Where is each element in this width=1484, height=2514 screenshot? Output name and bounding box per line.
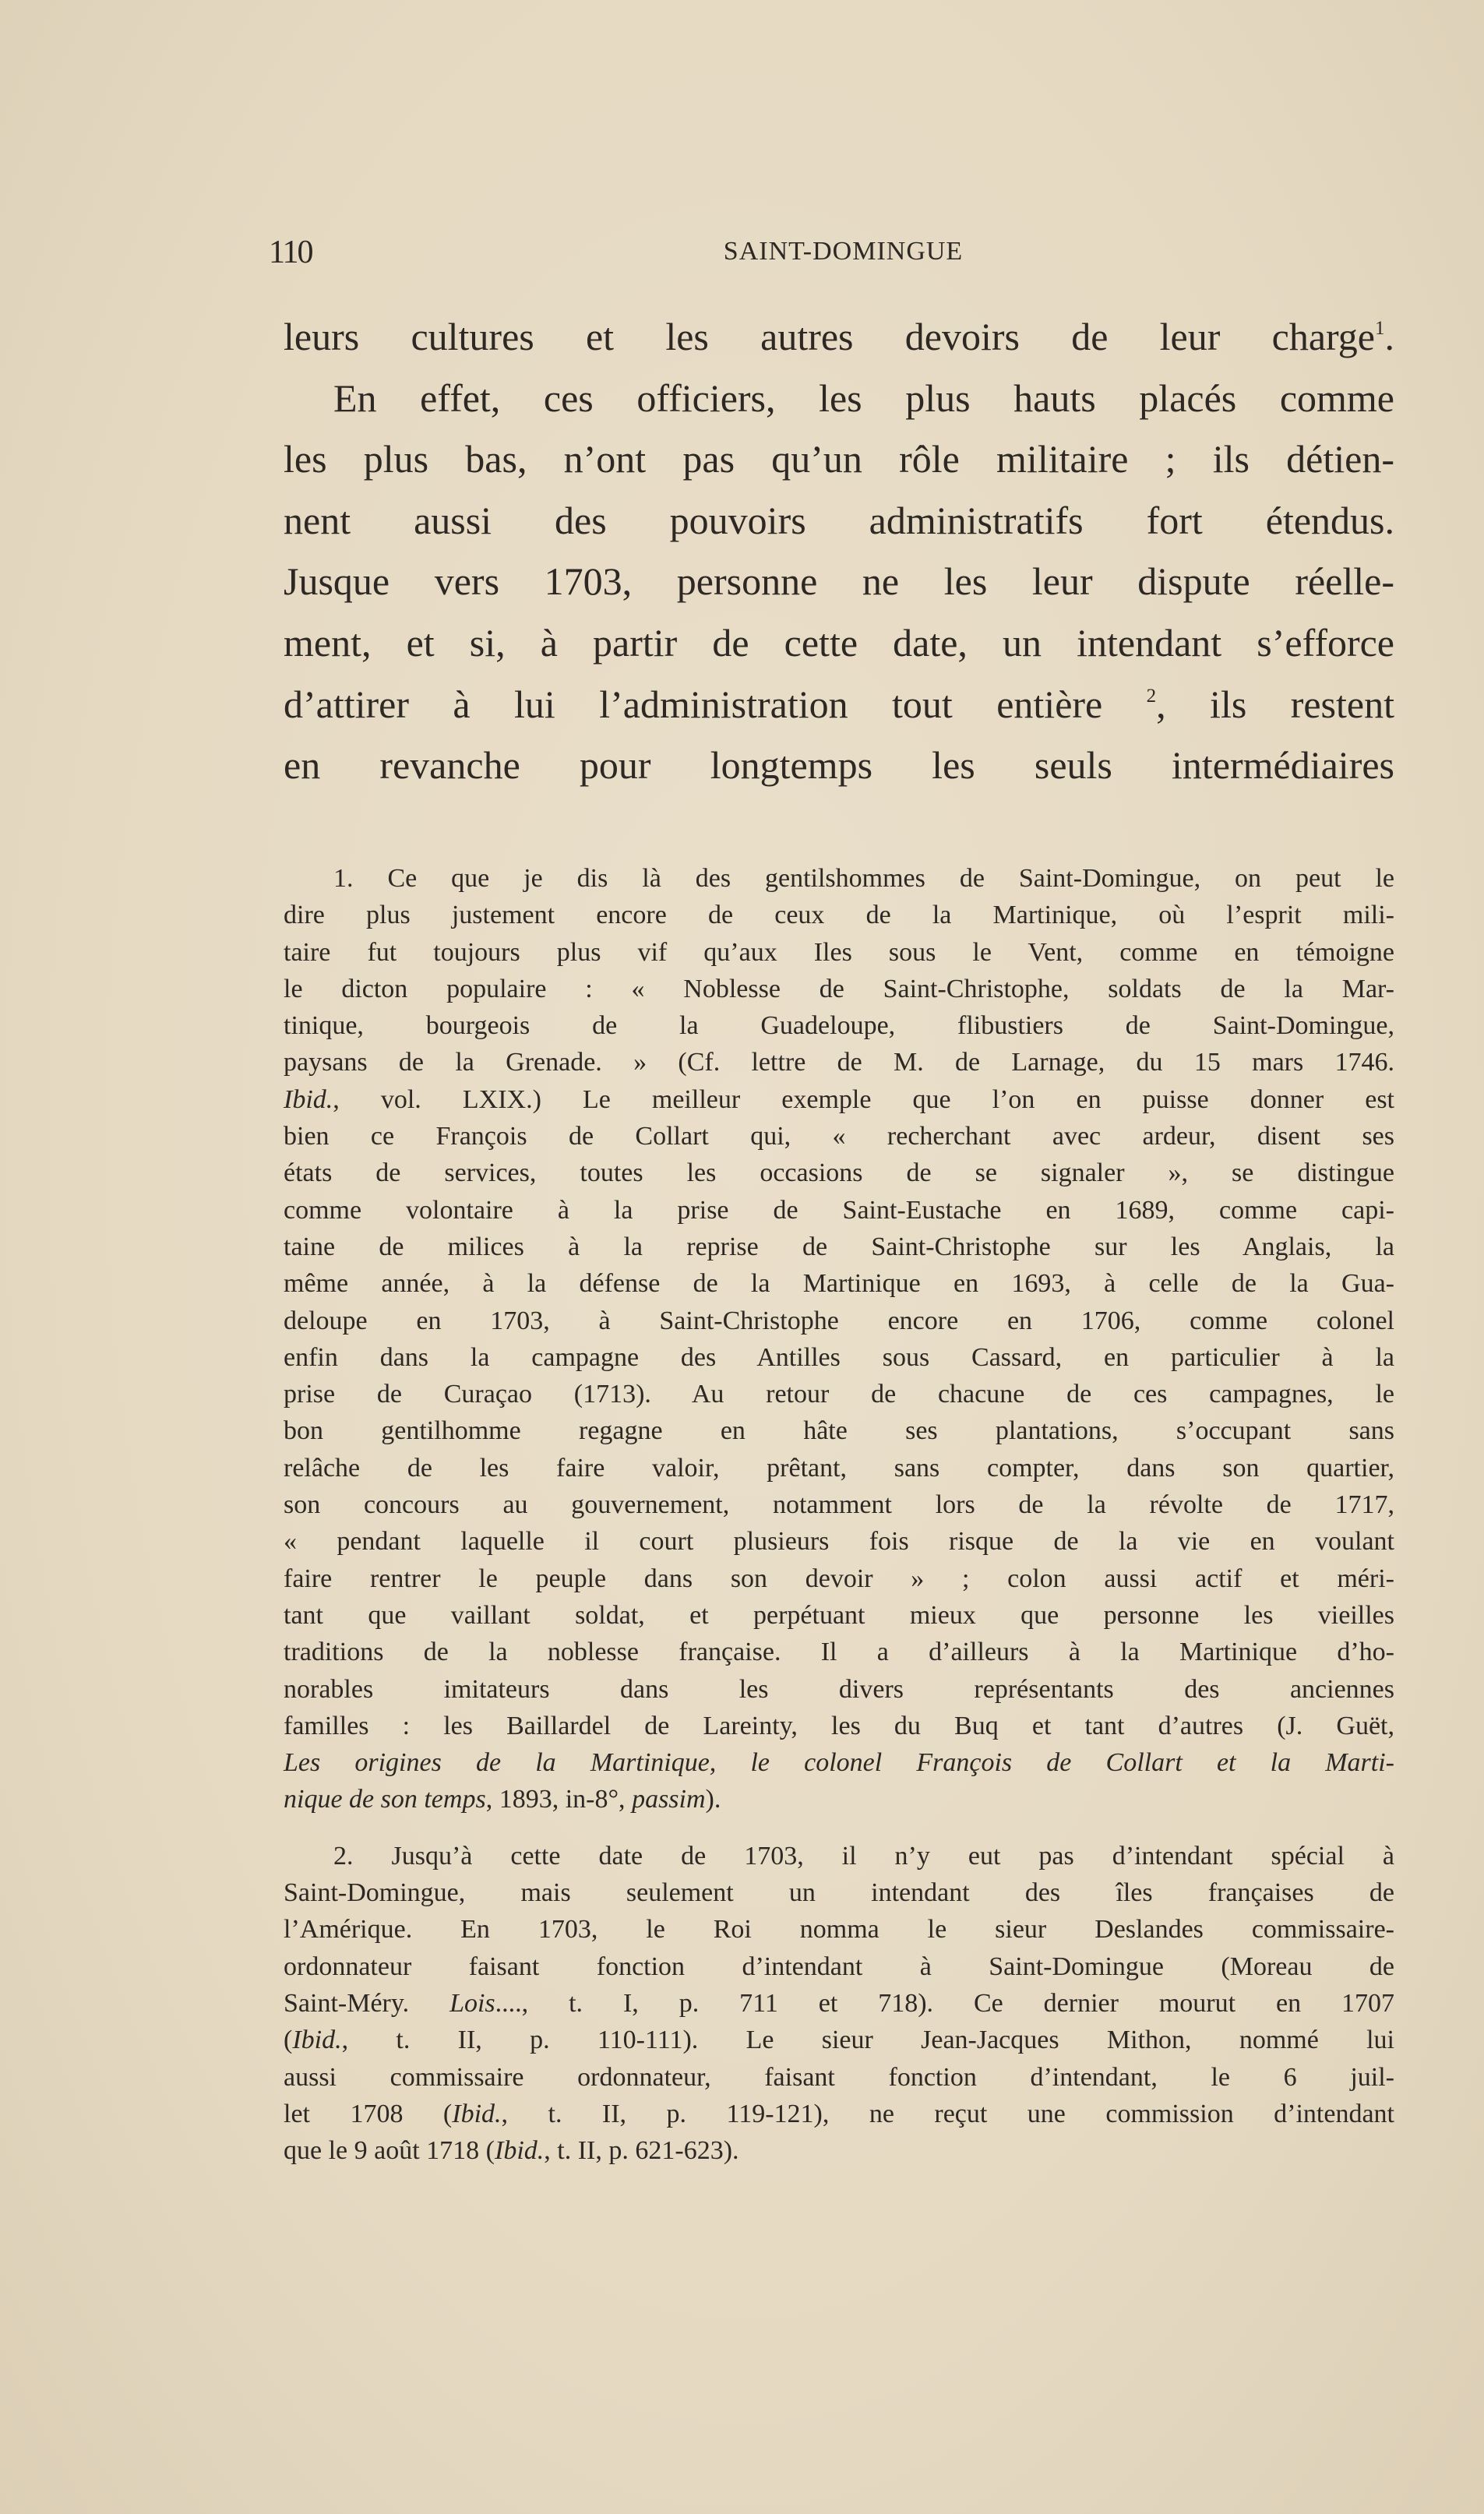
text-line [284,1303,1394,1339]
text-run: , 1893, in-8°, [485,1785,633,1814]
text-line [284,1948,1394,1985]
text-line [284,1634,1394,1670]
text-line [284,1155,1394,1191]
text-run: tant que vaillant soldat, et perpétuant mieux que personne les vieilles [284,1600,1394,1630]
text-line [284,1597,1394,1634]
text-line [284,551,1394,612]
text-run: , vol. LXIX.) Le meilleur exemple que l’on en puisse donner est [333,1084,1394,1114]
italic-text-run: Ibid. [495,2136,545,2166]
italic-text-run: Ibid. [292,2026,342,2055]
text-line [284,1412,1394,1449]
text-line [284,1781,1394,1818]
text-line [284,1118,1394,1155]
text-line [284,612,1394,674]
text-line [284,860,1394,897]
footnote [284,860,1394,1818]
italic-text-run: Lois [449,1988,495,2018]
text-line [284,1376,1394,1412]
text-run: aussi commissaire ordonnateur, faisant fonction d’intendant, le 6 juil- [284,2062,1394,2092]
footnotes [284,860,1394,2169]
italic-text-run: Ibid. [452,2099,502,2128]
text-run: 1. Ce que je dis là des gentilshommes de Saint-Domingue, on peut le [333,864,1394,893]
text-line [284,1523,1394,1560]
text-line [284,1671,1394,1708]
text-line [284,1985,1394,2022]
text-line [284,1744,1394,1781]
footnote-reference: 2 [1146,685,1157,707]
text-line [284,971,1394,1007]
text-run: même année, à la défense de la Martinique en 1693, à celle de la Gua- [284,1269,1394,1299]
text-run: ...., t. I, p. 711 et 718). Ce dernier mourut en 1707 [495,1988,1394,2018]
text-run: paysans de la Grenade. » (Cf. lettre de M. de Larnage, du 15 mars 1746. [284,1048,1394,1077]
text-line [284,1044,1394,1081]
text-run: tinique, bourgeois de la Guadeloupe, flibustiers de Saint-Domingue, [284,1011,1394,1041]
text-run: bon gentilhomme regagne en hâte ses plantations, s’occupant sans [284,1416,1394,1446]
text-line [284,1081,1394,1118]
text-run: bien ce François de Collart qui, « recherchant avec ardeur, disent ses [284,1122,1394,1151]
text-run: , t. II, p. 110-111). Le sieur Jean-Jacques Mithon, nommé lui [341,2026,1394,2055]
text-line [284,1339,1394,1376]
text-run: En effet, ces officiers, les plus hauts placés comme [333,376,1394,420]
text-line [284,1265,1394,1302]
text-run: taire fut toujours plus vif qu’aux Iles sous le Vent, comme en témoigne [284,937,1394,967]
text-run: Saint-Méry. [284,1988,450,2018]
text-run: norables imitateurs dans les divers représentants des anciennes [284,1674,1394,1704]
text-run: l’Amérique. En 1703, le Roi nomma le sieur Deslandes commissaire- [284,1915,1394,1945]
text-line [284,1708,1394,1744]
text-run: relâche de les faire valoir, prêtant, sans compter, dans son quartier, [284,1453,1394,1483]
text-line [284,934,1394,971]
text-run: ordonnateur faisant fonction d’intendant à Saint-Domingue (Moreau de [284,1952,1394,1981]
text-line [284,1192,1394,1229]
text-line [284,1560,1394,1597]
text-line [284,428,1394,490]
body-paragraph [284,306,1394,368]
text-run: ( [284,2026,293,2055]
text-run: dire plus justement encore de ceux de la Martinique, où l’esprit mili- [284,901,1394,930]
text-line [284,1007,1394,1044]
text-line [284,1229,1394,1265]
italic-text-run: nique de son temps [284,1785,486,1814]
text-line [284,490,1394,552]
text-run: en revanche pour longtemps les seuls intermédiaires [284,743,1394,788]
text-run: , t. II, p. 119-121), ne reçut une commission d’intendant [501,2099,1394,2128]
text-line [284,1838,1394,1874]
text-run: d’attirer à lui l’administration tout entière [284,682,1147,726]
text-line [284,735,1394,796]
text-line [284,2132,1394,2169]
body-text [284,306,1394,796]
footnote [284,1838,1394,2170]
text-run: , ils restent [1156,682,1394,726]
text-run: leurs cultures et les autres devoirs de leur charge [284,315,1375,358]
text-line [284,1450,1394,1486]
text-line [284,897,1394,933]
italic-text-run: Les origines de la Martinique, le colonel François de Collart et la Marti- [284,1748,1394,1778]
text-run: 2. Jusqu’à cette date de 1703, il n’y eut pas d’intendant spécial à [333,1841,1394,1871]
text-line [284,2059,1394,2096]
text-run: ). [705,1785,721,1814]
page-number: 110 [269,234,312,270]
text-run: familles : les Baillardel de Lareinty, les du Buq et tant d’autres (J. Guët, [284,1711,1394,1740]
text-run: enfin dans la campagne des Antilles sous Cassard, en particulier à la [284,1342,1394,1372]
text-run: faire rentrer le peuple dans son devoir » ; colon aussi actif et méri- [284,1564,1394,1593]
text-run: « pendant laquelle il court plusieurs fois risque de la vie en voulant [284,1527,1394,1557]
text-run: le dicton populaire : « Noblesse de Saint-Christophe, soldats de la Mar- [284,974,1394,1003]
italic-text-run: Ibid. [284,1084,333,1114]
text-run: deloupe en 1703, à Saint-Christophe encore en 1706, comme colonel [284,1306,1394,1335]
text-line [284,2022,1394,2058]
text-line [284,1486,1394,1523]
text-line [284,1911,1394,1948]
footnote-reference: 1 [1375,318,1385,339]
text-line [284,1874,1394,1911]
running-title: SAINT-DOMINGUE [723,237,964,266]
text-run: prise de Curaçao (1713). Au retour de chacune de ces campagnes, le [284,1380,1394,1409]
text-line [284,306,1394,368]
running-header [269,234,1394,273]
text-run: . [1384,315,1394,358]
text-run: traditions de la noblesse française. Il a d’ailleurs à la Martinique d’ho- [284,1638,1394,1667]
text-run: son concours au gouvernement, notamment lors de la révolte de 1717, [284,1490,1394,1520]
text-run: Saint-Domingue, mais seulement un intendant des îles françaises de [284,1878,1394,1908]
text-run: Jusque vers 1703, personne ne les leur dispute réelle- [284,559,1394,604]
italic-text-run: passim [632,1785,706,1814]
text-line [284,674,1394,735]
text-line [284,2096,1394,2132]
text-run: taine de milices à la reprise de Saint-Christophe sur les Anglais, la [284,1232,1394,1261]
body-paragraph [284,368,1394,796]
text-run: let 1708 ( [284,2099,453,2128]
text-run: comme volontaire à la prise de Saint-Eustache en 1689, comme capi- [284,1195,1394,1225]
text-run: nent aussi des pouvoirs administratifs fort étendus. [284,498,1394,542]
text-run: , t. II, p. 621-623). [544,2136,739,2166]
text-run: les plus bas, n’ont pas qu’un rôle militaire ; ils détien- [284,437,1394,481]
text-run: que le 9 août 1718 ( [284,2136,495,2166]
text-run: ment, et si, à partir de cette date, un intendant s’efforce [284,620,1394,665]
text-line [284,368,1394,429]
text-run: états de services, toutes les occasions de se signaler », se distingue [284,1158,1394,1188]
